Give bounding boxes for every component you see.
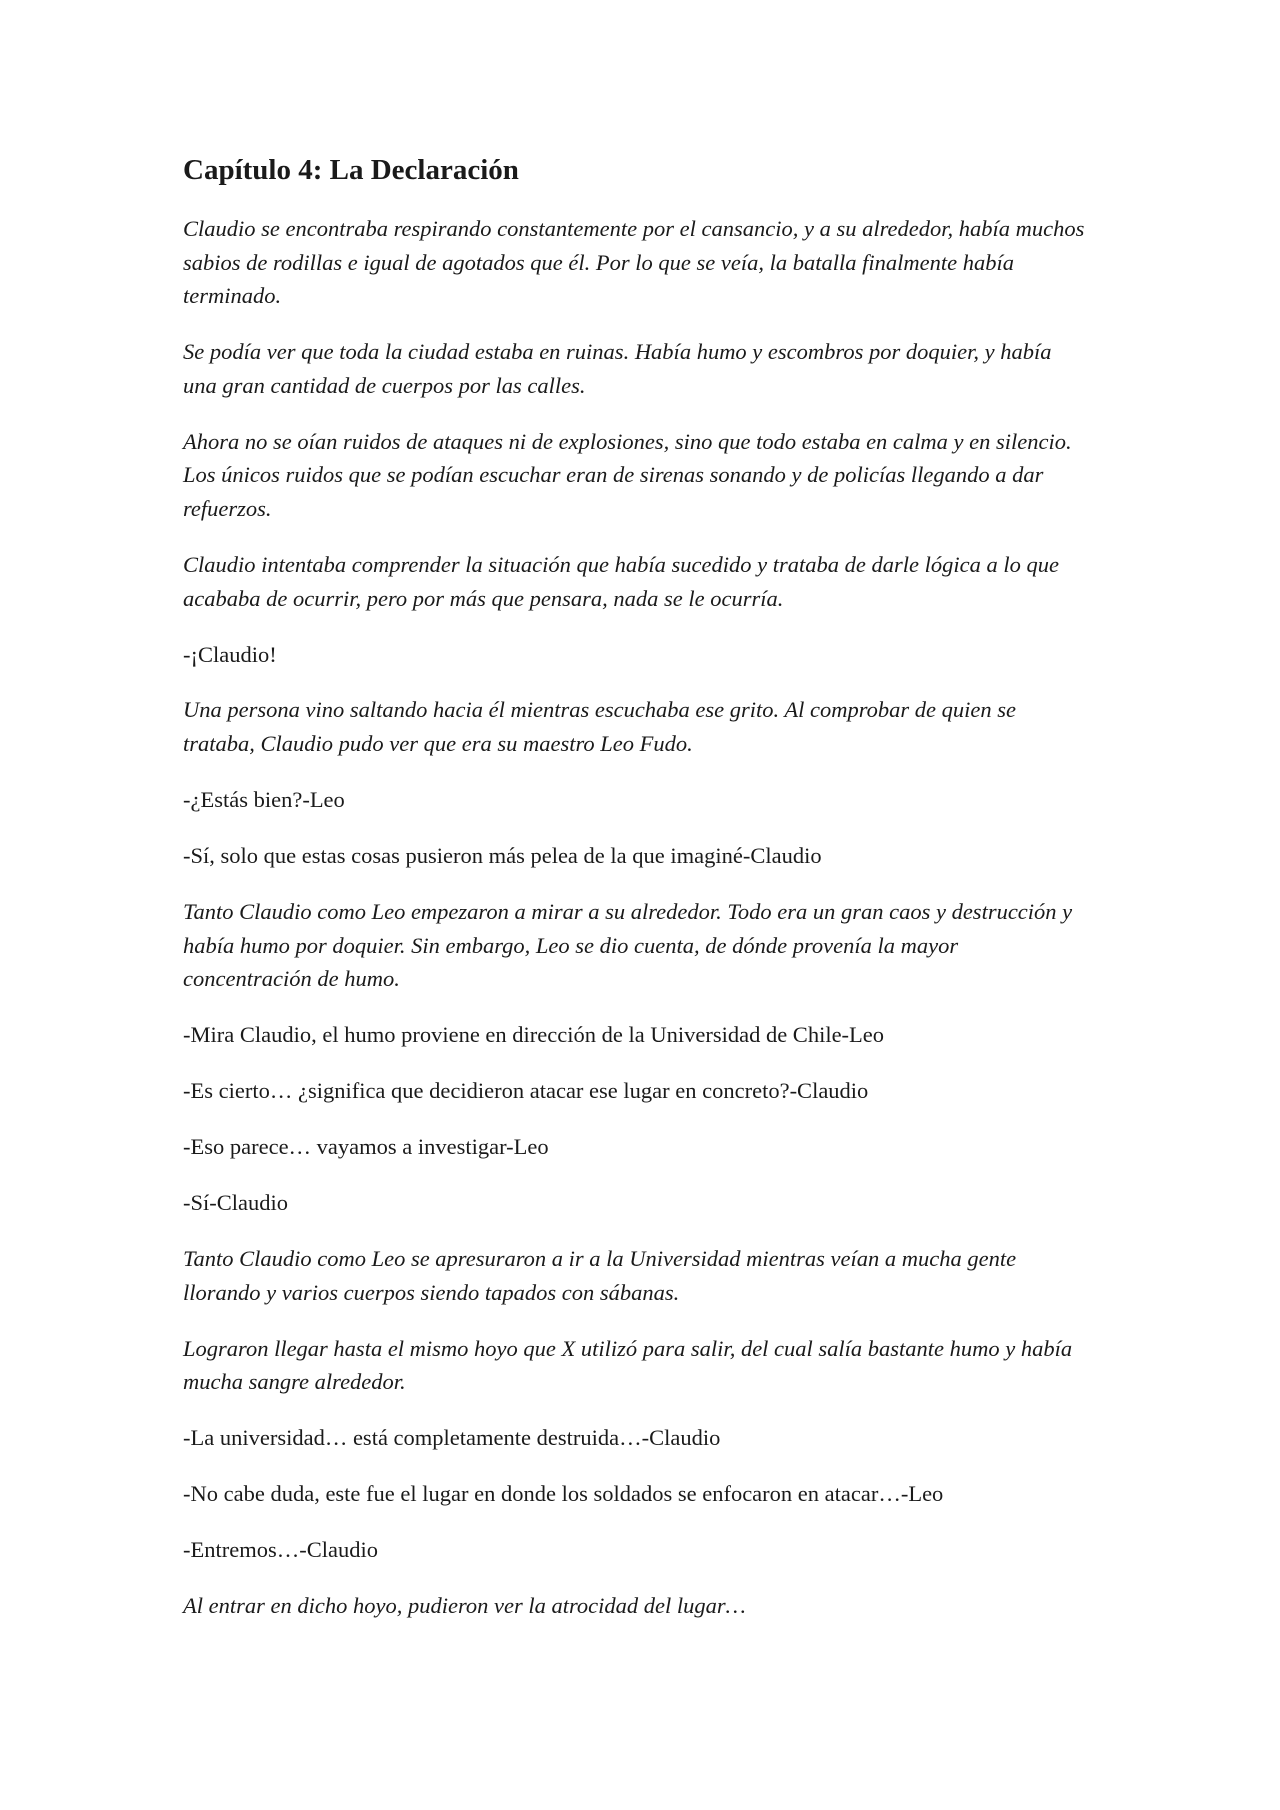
dialogue-line: -Mira Claudio, el humo proviene en dirección de la Universidad de Chile-Leo	[183, 1022, 885, 1048]
narration-paragraph: Claudio intentaba comprender la situación que había sucedido y trataba de darle lógica a lo que acababa de ocurrir, pero por más que pensara, nada se le ocurría.	[183, 551, 1059, 611]
narration-paragraph: Al entrar en dicho hoyo, pudieron ver la atrocidad del lugar…	[183, 1593, 746, 1619]
chapter-body	[183, 212, 1088, 1623]
dialogue-line: -Entremos…-Claudio	[183, 1537, 378, 1563]
dialogue-line: -¡Claudio!	[183, 641, 277, 667]
dialogue-line: -Eso parece… vayamos a investigar-Leo	[183, 1134, 549, 1160]
narration-paragraph: Lograron llegar hasta el mismo hoyo que X utilizó para salir, del cual salía bastante humo y había mucha sangre alrededor.	[183, 1335, 1073, 1395]
dialogue-line: -La universidad… está completamente destruida…-Claudio	[183, 1425, 721, 1451]
narration-paragraph: Tanto Claudio como Leo se apresuraron a ir a la Universidad mientras veían a mucha gente llorando y varios cuerpos siendo tapados con sábanas.	[183, 1246, 1017, 1305]
narration-paragraph: Claudio se encontraba respirando constantemente por el cansancio, y a su alrededor, había muchos sabios de rodillas e igual de agotados que él. Por lo que se veía, la batalla finalmente había terminado.	[183, 216, 1085, 309]
dialogue-line: -Sí-Claudio	[183, 1190, 288, 1216]
dialogue-line: -¿Estás bien?-Leo	[183, 787, 345, 813]
chapter-title: Capítulo 4: La Declaración	[183, 154, 519, 186]
dialogue-line: -Es cierto… ¿significa que decidieron atacar ese lugar en concreto?-Claudio	[183, 1078, 869, 1104]
dialogue-line: -Sí, solo que estas cosas pusieron más pelea de la que imaginé-Claudio	[183, 843, 822, 869]
narration-paragraph: Se podía ver que toda la ciudad estaba en ruinas. Había humo y escombros por doquier, y había una gran cantidad de cuerpos por las calles.	[183, 339, 1052, 398]
document-page	[183, 150, 1088, 1645]
narration-paragraph: Tanto Claudio como Leo empezaron a mirar a su alrededor. Todo era un gran caos y destrucción y había humo por doquier. Sin embargo, Leo se dio cuenta, de dónde provenía la mayor concentración de humo.	[183, 899, 1073, 992]
dialogue-line: -No cabe duda, este fue el lugar en donde los soldados se enfocaron en atacar…-Leo	[183, 1481, 944, 1507]
narration-paragraph: Ahora no se oían ruidos de ataques ni de explosiones, sino que todo estaba en calma y en silencio. Los únicos ruidos que se podían escuchar eran de sirenas sonando y de policías llegando a dar refuerzos.	[183, 428, 1072, 521]
narration-paragraph: Una persona vino saltando hacia él mientras escuchaba ese grito. Al comprobar de quien se trataba, Claudio pudo ver que era su maestro Leo Fudo.	[183, 697, 1017, 757]
